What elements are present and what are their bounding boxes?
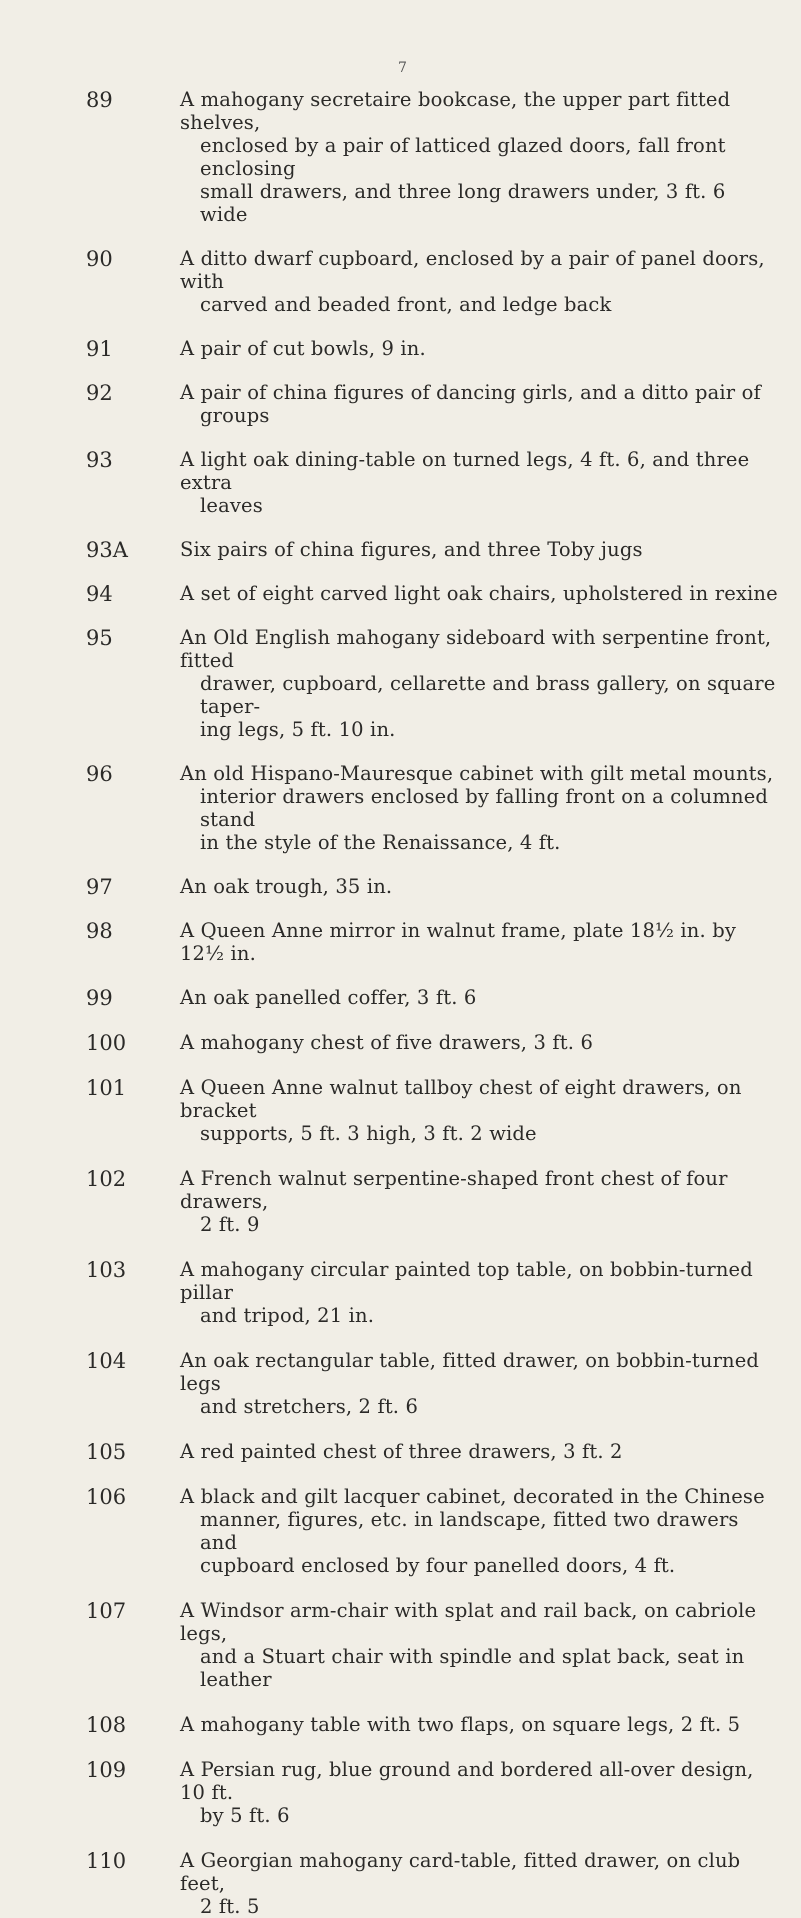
lot-description <box>180 626 778 741</box>
lot-description <box>180 337 778 360</box>
description-line: A French walnut serpentine-shaped front chest of four drawers, <box>180 1167 728 1213</box>
lot-description <box>180 1031 778 1054</box>
description-line: interior drawers enclosed by falling front on a columned stand <box>200 785 769 831</box>
lot-number: 110 <box>86 1849 127 1873</box>
lot-description <box>180 1076 778 1145</box>
lot-description <box>180 381 778 427</box>
lot-entry <box>0 1485 801 1577</box>
lot-entry <box>0 1440 801 1463</box>
description-line: manner, figures, etc. in landscape, fitted two drawers and <box>200 1508 739 1554</box>
lot-description <box>180 582 778 605</box>
lot-entry <box>0 247 801 316</box>
lot-number: 90 <box>86 247 113 271</box>
description-line: A mahogany table with two flaps, on square legs, 2 ft. 5 <box>180 1713 741 1736</box>
lot-entry <box>0 1849 801 1918</box>
description-line: A Windsor arm-chair with splat and rail back, on cabriole legs, <box>180 1599 757 1645</box>
lot-entry <box>0 986 801 1009</box>
lot-number: 108 <box>86 1713 127 1737</box>
lot-entry <box>0 381 801 427</box>
description-line: An oak rectangular table, fitted drawer, on bobbin-turned legs <box>180 1349 760 1395</box>
description-line: and tripod, 21 in. <box>200 1304 375 1327</box>
lot-number: 93 <box>86 448 113 472</box>
lot-number: 103 <box>86 1258 127 1282</box>
lot-number: 96 <box>86 762 113 786</box>
lot-description <box>180 762 778 854</box>
lot-entry <box>0 1758 801 1827</box>
lot-number: 89 <box>86 88 113 112</box>
description-line: and stretchers, 2 ft. 6 <box>200 1395 419 1418</box>
lot-number: 106 <box>86 1485 127 1509</box>
lot-description <box>180 986 778 1009</box>
lot-entry <box>0 1031 801 1054</box>
lot-entry <box>0 1599 801 1691</box>
description-line: A light oak dining-table on turned legs, 4 ft. 6, and three extra <box>180 448 750 494</box>
lot-number: 93A <box>86 538 128 562</box>
lot-description <box>180 875 778 898</box>
description-line: A black and gilt lacquer cabinet, decorated in the Chinese <box>180 1485 765 1508</box>
lot-description <box>180 538 778 561</box>
lot-entry <box>0 1713 801 1736</box>
description-line: A pair of cut bowls, 9 in. <box>180 337 426 360</box>
lot-description <box>180 1349 778 1418</box>
description-line: cupboard enclosed by four panelled doors, 4 ft. <box>200 1554 676 1577</box>
description-line: in the style of the Renaissance, 4 ft. <box>200 831 561 854</box>
lot-description <box>180 1713 778 1736</box>
lot-entry <box>0 1076 801 1145</box>
description-line: groups <box>200 404 270 427</box>
description-line: An Old English mahogany sideboard with serpentine front, fitted <box>180 626 772 672</box>
lot-description <box>180 919 778 965</box>
description-line: ing legs, 5 ft. 10 in. <box>200 718 396 741</box>
description-line: small drawers, and three long drawers under, 3 ft. 6 wide <box>200 180 726 226</box>
lot-description <box>180 1758 778 1827</box>
description-line: A red painted chest of three drawers, 3 ft. 2 <box>180 1440 623 1463</box>
description-line: An old Hispano-Mauresque cabinet with gilt metal mounts, <box>180 762 774 785</box>
lot-entry <box>0 1167 801 1236</box>
description-line: An oak panelled coffer, 3 ft. 6 <box>180 986 477 1009</box>
description-line: A Persian rug, blue ground and bordered all-over design, 10 ft. <box>180 1758 754 1804</box>
lot-number: 104 <box>86 1349 127 1373</box>
description-line: A mahogany chest of five drawers, 3 ft. 6 <box>180 1031 594 1054</box>
description-line: Six pairs of china figures, and three Toby jugs <box>180 538 643 561</box>
description-line: A Queen Anne walnut tallboy chest of eight drawers, on bracket <box>180 1076 742 1122</box>
lot-number: 98 <box>86 919 113 943</box>
description-line: leaves <box>200 494 263 517</box>
lot-description <box>180 1167 778 1236</box>
lot-number: 109 <box>86 1758 127 1782</box>
lot-number: 100 <box>86 1031 127 1055</box>
description-line: carved and beaded front, and ledge back <box>200 293 612 316</box>
lot-entry <box>0 582 801 605</box>
lot-description <box>180 448 778 517</box>
description-line: enclosed by a pair of latticed glazed doors, fall front enclosing <box>200 134 726 180</box>
lot-entry <box>0 337 801 360</box>
page-mark: 7 <box>398 60 407 76</box>
lot-number: 94 <box>86 582 113 606</box>
lot-entry <box>0 1349 801 1418</box>
description-line: A mahogany circular painted top table, on bobbin-turned pillar <box>180 1258 753 1304</box>
lot-description <box>180 1849 778 1918</box>
lot-number: 107 <box>86 1599 127 1623</box>
lot-description <box>180 1485 778 1577</box>
lot-list <box>0 88 801 1918</box>
description-line: and a Stuart chair with spindle and splat back, seat in leather <box>200 1645 745 1691</box>
description-line: A ditto dwarf cupboard, enclosed by a pair of panel doors, with <box>180 247 765 293</box>
lot-description <box>180 88 778 226</box>
description-line: A mahogany secretaire bookcase, the upper part fitted shelves, <box>180 88 731 134</box>
lot-number: 95 <box>86 626 113 650</box>
lot-entry <box>0 448 801 517</box>
lot-entry <box>0 762 801 854</box>
lot-description <box>180 1258 778 1327</box>
lot-entry <box>0 919 801 965</box>
description-line: A set of eight carved light oak chairs, upholstered in rexine <box>180 582 778 605</box>
lot-number: 91 <box>86 337 113 361</box>
lot-entry <box>0 875 801 898</box>
description-line: drawer, cupboard, cellarette and brass gallery, on square taper- <box>200 672 776 718</box>
description-line: supports, 5 ft. 3 high, 3 ft. 2 wide <box>200 1122 537 1145</box>
description-line: A pair of china figures of dancing girls, and a ditto pair of <box>180 381 761 404</box>
lot-description <box>180 1440 778 1463</box>
lot-entry <box>0 538 801 561</box>
description-line: 2 ft. 5 <box>200 1895 260 1918</box>
description-line: An oak trough, 35 in. <box>180 875 393 898</box>
description-line: A Georgian mahogany card-table, fitted drawer, on club feet, <box>180 1849 741 1895</box>
description-line: A Queen Anne mirror in walnut frame, plate 18½ in. by 12½ in. <box>180 919 736 965</box>
lot-number: 102 <box>86 1167 127 1191</box>
lot-description <box>180 247 778 316</box>
lot-number: 101 <box>86 1076 127 1100</box>
description-line: by 5 ft. 6 <box>200 1804 290 1827</box>
lot-description <box>180 1599 778 1691</box>
lot-number: 97 <box>86 875 113 899</box>
lot-entry <box>0 1258 801 1327</box>
lot-entry <box>0 626 801 741</box>
lot-number: 105 <box>86 1440 127 1464</box>
lot-entry <box>0 88 801 226</box>
description-line: 2 ft. 9 <box>200 1213 260 1236</box>
lot-number: 92 <box>86 381 113 405</box>
lot-number: 99 <box>86 986 113 1010</box>
